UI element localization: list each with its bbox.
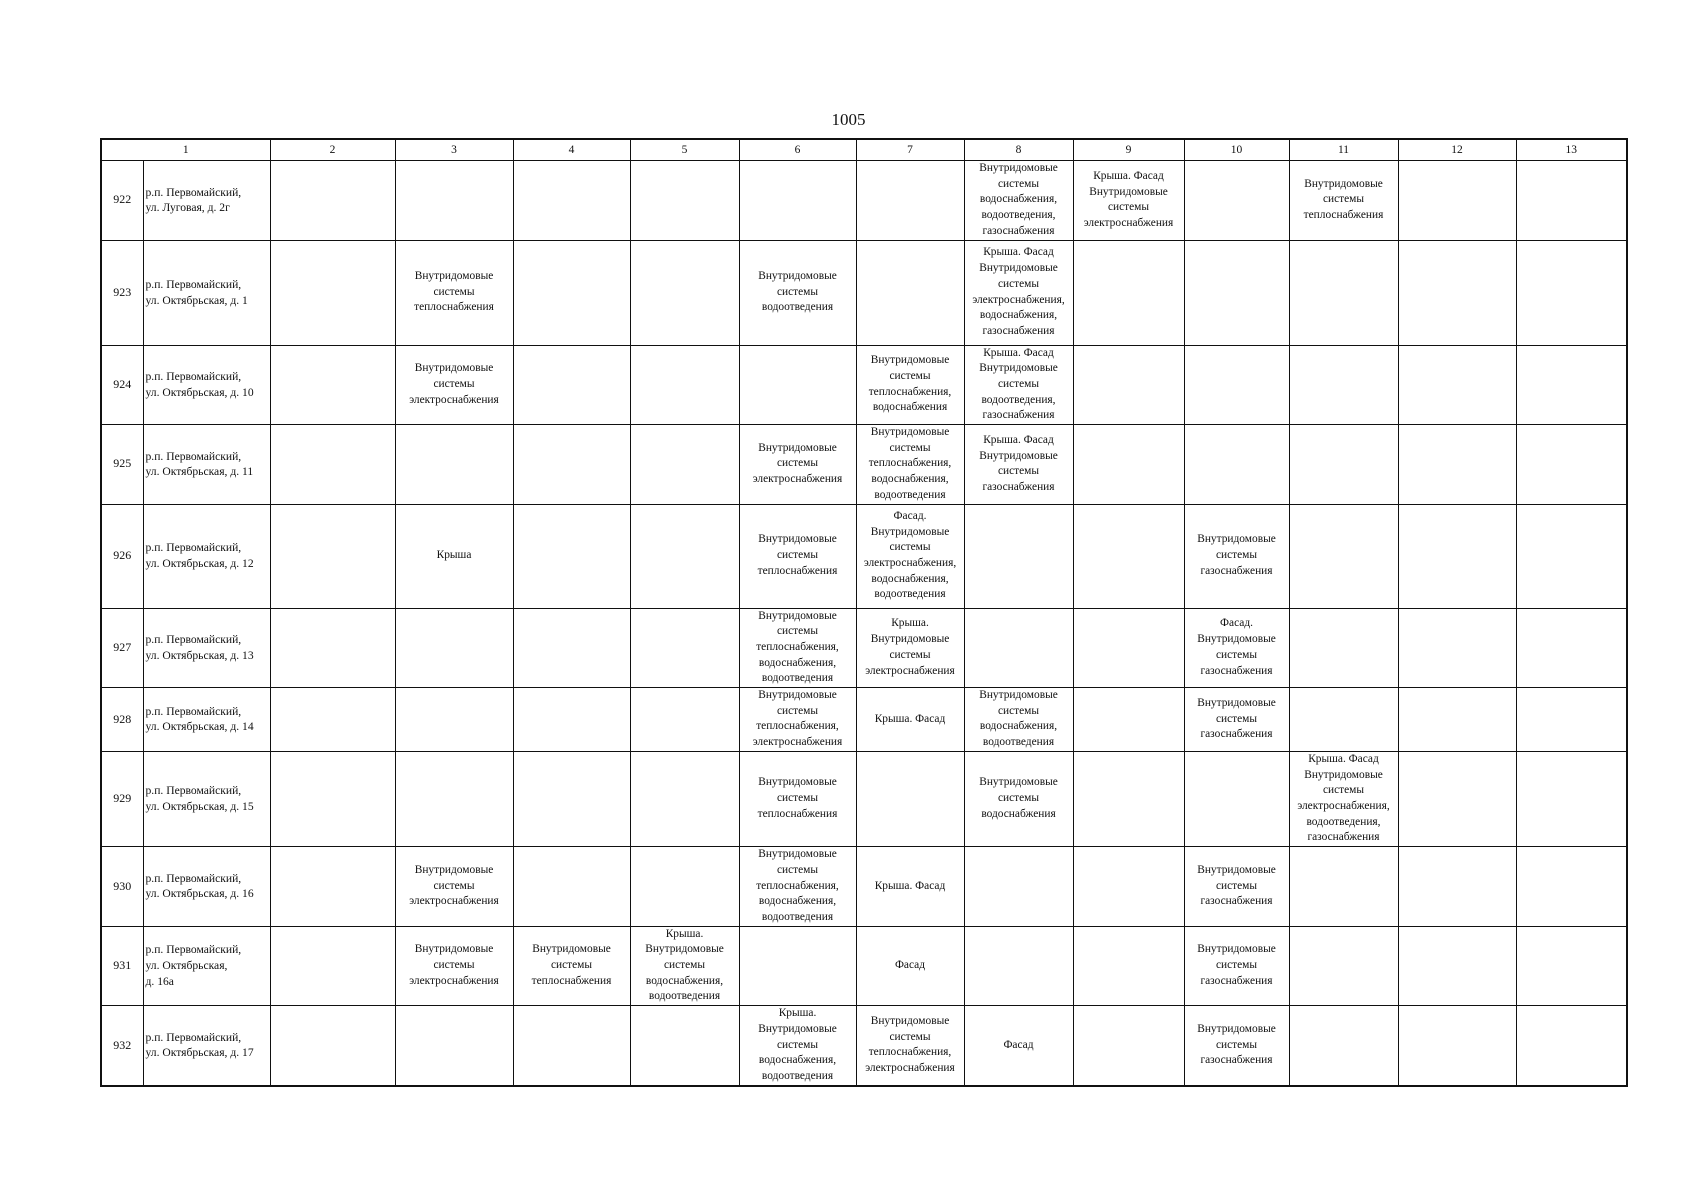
work-text: Внутридомовые системы водоснабжения, водоотведения, газоснабжения (979, 162, 1058, 237)
work-cell-col-8 (964, 688, 1073, 752)
work-cell-col-11 (1289, 688, 1398, 752)
table-row (101, 240, 1627, 345)
repair-schedule-table (100, 138, 1628, 1087)
work-text: Крыша. Фасад Внутридомовые системы газоснабжения (979, 433, 1058, 493)
work-text: Внутридомовые системы теплоснабжения (757, 533, 838, 577)
table-row (101, 926, 1627, 1006)
work-cell-col-7 (856, 751, 964, 846)
column-header-13: 13 (1516, 139, 1627, 161)
column-header-9: 9 (1073, 139, 1184, 161)
work-cell-col-6 (739, 751, 856, 846)
work-cell-col-12 (1398, 926, 1516, 1006)
work-cell-col-6 (739, 345, 856, 425)
work-cell-col-7 (856, 688, 964, 752)
work-cell-col-13 (1516, 847, 1627, 927)
work-cell-col-8 (964, 1006, 1073, 1086)
work-cell-col-13 (1516, 751, 1627, 846)
header-row (101, 139, 1627, 161)
work-text: Фасад (1003, 1038, 1034, 1051)
work-text: Внутридомовые системы теплоснабжения (414, 269, 494, 314)
work-text: Крыша. Внутридомовые системы водоснабжения, водоотведения (645, 927, 724, 1003)
work-text: Внутридомовые системы водоотведения (758, 269, 837, 314)
work-cell-col-13 (1516, 688, 1627, 752)
column-header-2: 2 (270, 139, 395, 161)
work-cell-col-6 (739, 688, 856, 752)
table-row (101, 751, 1627, 846)
column-header-6: 6 (739, 139, 856, 161)
work-cell-col-12 (1398, 240, 1516, 345)
work-cell-col-3 (395, 240, 513, 345)
table-row (101, 504, 1627, 608)
address-cell (143, 504, 270, 608)
address-cell (143, 345, 270, 425)
work-text: Внутридомовые системы газоснабжения (1197, 696, 1276, 741)
address-text: р.п. Первомайский, ул. Луговая, д. 2г (145, 185, 242, 215)
work-cell-col-2 (270, 926, 395, 1006)
work-cell-col-12 (1398, 1006, 1516, 1086)
work-text: Внутридомовые системы теплоснабжения (531, 943, 612, 987)
work-cell-col-9 (1073, 504, 1184, 608)
work-cell-col-3 (395, 926, 513, 1006)
work-text: Крыша. Фасад Внутридомовые системы электроснабжения (1083, 169, 1174, 229)
row-number: 932 (101, 1006, 143, 1086)
work-cell-col-12 (1398, 608, 1516, 688)
work-cell-col-9 (1073, 240, 1184, 345)
work-cell-col-8 (964, 240, 1073, 345)
address-text: р.п. Первомайский, ул. Октябрьская, д. 16 (145, 871, 254, 901)
work-cell-col-4 (513, 161, 630, 241)
work-cell-col-13 (1516, 425, 1627, 505)
work-cell-col-8 (964, 608, 1073, 688)
address-cell (143, 751, 270, 846)
row-number: 927 (101, 608, 143, 688)
address-cell (143, 161, 270, 241)
work-text: Внутридомовые системы газоснабжения (1197, 863, 1276, 908)
work-cell-col-2 (270, 751, 395, 846)
work-cell-col-3 (395, 504, 513, 608)
column-header-4: 4 (513, 139, 630, 161)
work-cell-col-4 (513, 1006, 630, 1086)
work-cell-col-6 (739, 608, 856, 688)
work-cell-col-7 (856, 345, 964, 425)
work-cell-col-3 (395, 847, 513, 927)
work-cell-col-3 (395, 751, 513, 846)
work-cell-col-2 (270, 345, 395, 425)
work-cell-col-2 (270, 608, 395, 688)
address-text: р.п. Первомайский, ул. Октябрьская, д. 1 (145, 277, 248, 307)
work-text: Фасад. Внутридомовые системы электроснабжения, водоснабжения, водоотведения (863, 509, 957, 601)
work-cell-col-6 (739, 1006, 856, 1086)
work-cell-col-3 (395, 425, 513, 505)
page-number: 1005 (831, 110, 866, 129)
work-cell-col-11 (1289, 161, 1398, 241)
address-text: р.п. Первомайский, ул. Октябрьская, д. 13 (145, 633, 254, 662)
work-cell-col-12 (1398, 161, 1516, 241)
work-cell-col-4 (513, 847, 630, 927)
work-text: Фасад. Внутридомовые системы газоснабжения (1197, 617, 1276, 677)
work-text: Внутридомовые системы теплоснабжения, водоснабжения, водоотведения (756, 609, 839, 685)
work-cell-col-2 (270, 504, 395, 608)
work-cell-col-11 (1289, 504, 1398, 608)
row-number: 922 (101, 161, 143, 241)
work-cell-col-11 (1289, 240, 1398, 345)
row-number: 930 (101, 847, 143, 927)
work-cell-col-7 (856, 425, 964, 505)
work-cell-col-5 (630, 1006, 739, 1086)
work-cell-col-10 (1184, 751, 1289, 846)
column-header-3: 3 (395, 139, 513, 161)
work-text: Крыша. Внутридомовые системы водоснабжения, водоотведения (758, 1007, 837, 1082)
row-number: 925 (101, 425, 143, 505)
work-cell-col-7 (856, 926, 964, 1006)
column-header-12: 12 (1398, 139, 1516, 161)
work-cell-col-3 (395, 1006, 513, 1086)
work-cell-col-10 (1184, 425, 1289, 505)
work-cell-col-4 (513, 345, 630, 425)
work-text: Внутридомовые системы водоснабжения (979, 776, 1058, 820)
work-cell-col-13 (1516, 504, 1627, 608)
work-text: Внутридомовые системы электроснабжения (409, 362, 499, 406)
work-text: Внутридомовые системы теплоснабжения, водоснабжения, водоотведения (868, 426, 952, 501)
work-text: Внутридомовые системы теплоснабжения, электроснабжения (865, 1014, 955, 1075)
work-cell-col-4 (513, 926, 630, 1006)
work-cell-col-9 (1073, 926, 1184, 1006)
address-cell (143, 1006, 270, 1086)
address-text: р.п. Первомайский, ул. Октябрьская, д. 10 (145, 370, 254, 399)
work-text: Внутридомовые системы теплоснабжения (1303, 177, 1384, 222)
work-cell-col-10 (1184, 847, 1289, 927)
work-cell-col-6 (739, 847, 856, 927)
work-text: Фасад (894, 959, 926, 972)
work-cell-col-2 (270, 240, 395, 345)
work-text: Крыша. Фасад (874, 712, 946, 725)
address-cell (143, 425, 270, 505)
work-cell-col-4 (513, 425, 630, 505)
address-text: р.п. Первомайский, ул. Октябрьская, д. 15 (145, 784, 254, 813)
column-header-5: 5 (630, 139, 739, 161)
work-cell-col-11 (1289, 425, 1398, 505)
work-cell-col-11 (1289, 345, 1398, 425)
table-row (101, 345, 1627, 425)
work-cell-col-8 (964, 751, 1073, 846)
work-cell-col-6 (739, 240, 856, 345)
work-cell-col-8 (964, 425, 1073, 505)
work-cell-col-7 (856, 504, 964, 608)
work-cell-col-5 (630, 425, 739, 505)
work-text: Внутридомовые системы водоснабжения, водоотведения (979, 689, 1058, 749)
work-text: Крыша. Фасад Внутридомовые системы электроснабжения, водоотведения, газоснабжения (1297, 752, 1390, 844)
column-header-7: 7 (856, 139, 964, 161)
address-text: р.п. Первомайский, ул. Октябрьская, д. 14 (145, 704, 254, 734)
work-text: Внутридомовые системы теплоснабжения, электроснабжения (752, 689, 843, 749)
work-cell-col-3 (395, 688, 513, 752)
work-text: Внутридомовые системы газоснабжения (1197, 533, 1276, 577)
address-cell (143, 926, 270, 1006)
work-cell-col-9 (1073, 751, 1184, 846)
address-text: р.п. Первомайский, ул. Октябрьская, д. 16а (145, 943, 242, 988)
work-cell-col-11 (1289, 1006, 1398, 1086)
work-text: Внутридомовые системы электроснабжения (409, 863, 499, 908)
work-cell-col-12 (1398, 425, 1516, 505)
work-text: Внутридомовые системы теплоснабжения, водоснабжения (868, 354, 952, 414)
work-cell-col-4 (513, 608, 630, 688)
work-cell-col-11 (1289, 751, 1398, 846)
work-cell-col-13 (1516, 345, 1627, 425)
work-cell-col-2 (270, 1006, 395, 1086)
address-cell (143, 240, 270, 345)
address-text: р.п. Первомайский, ул. Октябрьская, д. 17 (145, 1030, 254, 1060)
work-cell-col-9 (1073, 847, 1184, 927)
column-header-8: 8 (964, 139, 1073, 161)
row-number: 926 (101, 504, 143, 608)
row-number: 931 (101, 926, 143, 1006)
work-text: Крыша. Фасад Внутридомовые системы электроснабжения, водоснабжения, газоснабжения (972, 246, 1065, 337)
work-cell-col-11 (1289, 608, 1398, 688)
work-cell-col-10 (1184, 1006, 1289, 1086)
work-cell-col-8 (964, 847, 1073, 927)
work-text: Крыша (436, 549, 472, 562)
work-cell-col-13 (1516, 608, 1627, 688)
work-text: Внутридомовые системы теплоснабжения (757, 776, 838, 820)
work-cell-col-5 (630, 161, 739, 241)
work-cell-col-2 (270, 688, 395, 752)
work-cell-col-9 (1073, 608, 1184, 688)
row-number: 928 (101, 688, 143, 752)
work-cell-col-6 (739, 161, 856, 241)
work-cell-col-8 (964, 926, 1073, 1006)
work-cell-col-7 (856, 1006, 964, 1086)
table-row (101, 608, 1627, 688)
work-cell-col-5 (630, 345, 739, 425)
work-cell-col-2 (270, 425, 395, 505)
work-cell-col-9 (1073, 345, 1184, 425)
column-header-1: 1 (101, 139, 270, 161)
work-cell-col-3 (395, 161, 513, 241)
work-cell-col-9 (1073, 161, 1184, 241)
work-cell-col-10 (1184, 240, 1289, 345)
work-cell-col-2 (270, 161, 395, 241)
work-cell-col-10 (1184, 345, 1289, 425)
work-cell-col-10 (1184, 161, 1289, 241)
table-row (101, 425, 1627, 505)
work-cell-col-13 (1516, 1006, 1627, 1086)
address-text: р.п. Первомайский, ул. Октябрьская, д. 12 (145, 541, 254, 571)
table-row (101, 847, 1627, 927)
address-cell (143, 847, 270, 927)
address-text: р.п. Первомайский, ул. Октябрьская, д. 11 (145, 449, 254, 479)
work-cell-col-10 (1184, 504, 1289, 608)
work-text: Крыша. Фасад Внутридомовые системы водоотведения, газоснабжения (979, 346, 1058, 422)
work-text: Внутридомовые системы электроснабжения (409, 943, 499, 987)
work-text: Внутридомовые системы газоснабжения (1197, 1022, 1276, 1067)
work-cell-col-4 (513, 751, 630, 846)
work-cell-col-4 (513, 240, 630, 345)
work-cell-col-12 (1398, 847, 1516, 927)
work-cell-col-6 (739, 504, 856, 608)
work-cell-col-8 (964, 345, 1073, 425)
work-cell-col-11 (1289, 847, 1398, 927)
work-cell-col-5 (630, 751, 739, 846)
work-cell-col-7 (856, 608, 964, 688)
work-cell-col-11 (1289, 926, 1398, 1006)
row-number: 923 (101, 240, 143, 345)
table-row (101, 1006, 1627, 1086)
work-cell-col-13 (1516, 926, 1627, 1006)
work-cell-col-9 (1073, 1006, 1184, 1086)
work-cell-col-5 (630, 240, 739, 345)
work-text: Внутридомовые системы теплоснабжения, водоснабжения, водоотведения (756, 848, 839, 923)
work-cell-col-5 (630, 688, 739, 752)
work-cell-col-5 (630, 847, 739, 927)
column-header-10: 10 (1184, 139, 1289, 161)
work-cell-col-13 (1516, 240, 1627, 345)
work-cell-col-3 (395, 608, 513, 688)
work-cell-col-5 (630, 504, 739, 608)
work-cell-col-4 (513, 504, 630, 608)
work-cell-col-7 (856, 161, 964, 241)
work-cell-col-6 (739, 926, 856, 1006)
row-number: 929 (101, 751, 143, 846)
work-cell-col-12 (1398, 751, 1516, 846)
work-cell-col-13 (1516, 161, 1627, 241)
work-cell-col-4 (513, 688, 630, 752)
work-cell-col-12 (1398, 504, 1516, 608)
work-cell-col-6 (739, 425, 856, 505)
work-text: Внутридомовые системы электроснабжения (752, 441, 843, 486)
work-cell-col-5 (630, 608, 739, 688)
table-row (101, 688, 1627, 752)
table-row (101, 161, 1627, 241)
work-cell-col-10 (1184, 926, 1289, 1006)
address-cell (143, 688, 270, 752)
work-cell-col-12 (1398, 345, 1516, 425)
work-cell-col-10 (1184, 608, 1289, 688)
work-cell-col-10 (1184, 688, 1289, 752)
work-text: Крыша. Внутридомовые системы электроснабжения (865, 617, 955, 677)
work-cell-col-7 (856, 847, 964, 927)
address-cell (143, 608, 270, 688)
work-cell-col-9 (1073, 688, 1184, 752)
work-cell-col-2 (270, 847, 395, 927)
work-cell-col-3 (395, 345, 513, 425)
column-header-11: 11 (1289, 139, 1398, 161)
work-cell-col-8 (964, 504, 1073, 608)
work-cell-col-9 (1073, 425, 1184, 505)
work-cell-col-5 (630, 926, 739, 1006)
work-cell-col-8 (964, 161, 1073, 241)
work-cell-col-7 (856, 240, 964, 345)
row-number: 924 (101, 345, 143, 425)
work-text: Крыша. Фасад (874, 879, 946, 892)
work-text: Внутридомовые системы газоснабжения (1197, 943, 1276, 987)
work-cell-col-12 (1398, 688, 1516, 752)
